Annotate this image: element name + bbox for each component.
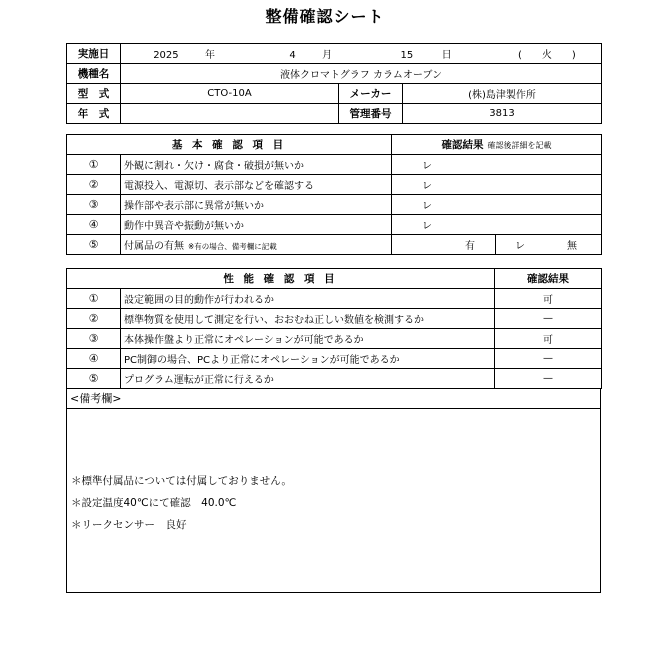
accessory-item: 付属品の有無 <box>124 241 184 252</box>
basic-row-item: 外観に割れ・欠け・腐食・破損が無いか <box>121 155 392 175</box>
basic-row-number: ④ <box>67 215 121 235</box>
basic-row-1 <box>67 155 602 175</box>
perf-row-1 <box>67 289 602 309</box>
basic-row-3 <box>67 195 602 215</box>
perf-row-number: ① <box>67 289 121 309</box>
perf-row-item: プログラム運転が正常に行えるか <box>121 369 495 389</box>
basic-row-number: ⑤ <box>67 235 121 255</box>
basic-row-result: レ <box>392 215 602 235</box>
page-title: 整備確認シート <box>265 7 385 26</box>
perf-row-result: 可 <box>495 329 602 349</box>
basic-header-row <box>67 135 602 155</box>
basic-row-4 <box>67 215 602 235</box>
month-unit: 月 <box>322 50 333 61</box>
basic-check-table <box>66 134 602 255</box>
basic-row-number: ① <box>67 155 121 175</box>
perf-row-result: 可 <box>495 289 602 309</box>
perf-header-items: 性 能 確 認 項 目 <box>67 269 495 289</box>
basic-row-number: ② <box>67 175 121 195</box>
basic-row-2 <box>67 175 602 195</box>
model-label: 型 式 <box>67 84 121 104</box>
date-row <box>67 44 602 64</box>
year-unit: 年 <box>205 50 216 61</box>
perf-row-item: 設定範囲の目的動作が行われるか <box>121 289 495 309</box>
perf-row-4 <box>67 349 602 369</box>
machine-type-value: 液体クロマトグラフ カラムオーブン <box>121 64 602 84</box>
perf-row-3 <box>67 329 602 349</box>
basic-row-number: ③ <box>67 195 121 215</box>
perf-row-item: 標準物質を使用して測定を行い、おおむね正しい数値を検測するか <box>121 309 495 329</box>
info-table <box>66 43 602 124</box>
perf-row-result: — <box>495 309 602 329</box>
basic-header-result-cell <box>392 135 602 155</box>
perf-header-row <box>67 269 602 289</box>
date-value <box>121 44 602 64</box>
perf-row-number: ② <box>67 309 121 329</box>
basic-row-result: レ <box>392 175 602 195</box>
perf-row-item: 本体操作盤より正常にオペレーションが可能であるか <box>121 329 495 349</box>
machine-type-row <box>67 64 602 84</box>
basic-header-result: 確認結果 <box>441 139 484 151</box>
accessory-none: 無 <box>567 241 577 252</box>
model-row <box>67 84 602 104</box>
accessory-mark: レ <box>515 241 525 252</box>
accessory-none-cell <box>496 235 602 255</box>
accessory-item-cell <box>121 235 392 255</box>
basic-header-items: 基 本 確 認 項 目 <box>67 135 392 155</box>
accessory-note: ※有の場合、備考欄に記載 <box>188 242 277 251</box>
remarks-box <box>66 388 601 593</box>
day-unit: 日 <box>441 50 452 61</box>
weekday-value: ( 火 ) <box>518 50 576 61</box>
basic-header-result-note: 確認後詳細を記載 <box>487 141 552 150</box>
mgmt-no-label: 管理番号 <box>339 104 403 124</box>
remarks-header: <備考欄> <box>67 389 600 409</box>
accessory-yes: 有 <box>392 235 496 255</box>
basic-row-result: レ <box>392 155 602 175</box>
date-label: 実施日 <box>67 44 121 64</box>
perf-header-result: 確認結果 <box>495 269 602 289</box>
model-value: CTO-10A <box>121 84 339 104</box>
month-value: 4 <box>289 50 296 61</box>
year-model-row <box>67 104 602 124</box>
maker-value: (株)島津製作所 <box>403 84 602 104</box>
perf-row-result: — <box>495 369 602 389</box>
perf-row-result: — <box>495 349 602 369</box>
perf-row-number: ④ <box>67 349 121 369</box>
performance-check-table <box>66 268 602 389</box>
basic-row-item: 電源投入、電源切、表示部などを確認する <box>121 175 392 195</box>
maker-label: メーカー <box>339 84 403 104</box>
perf-row-item: PC制御の場合、PCより正常にオペレーションが可能であるか <box>121 349 495 369</box>
mgmt-no-value: 3813 <box>403 104 602 124</box>
year-model-label: 年 式 <box>67 104 121 124</box>
perf-row-number: ⑤ <box>67 369 121 389</box>
day-value: 15 <box>400 50 414 61</box>
basic-row-result: レ <box>392 195 602 215</box>
year-value: 2025 <box>153 50 179 61</box>
machine-type-label: 機種名 <box>67 64 121 84</box>
remark-line-3: ＊リークセンサー 良好 <box>71 519 187 531</box>
remark-line-1: ＊標準付属品については付属しておりません。 <box>71 475 292 487</box>
remark-line-2: ＊設定温度40℃にて確認 40.0℃ <box>71 497 237 509</box>
basic-row-accessory <box>67 235 602 255</box>
basic-row-item: 操作部や表示部に異常が無いか <box>121 195 392 215</box>
basic-row-item: 動作中異音や振動が無いか <box>121 215 392 235</box>
perf-row-5 <box>67 369 602 389</box>
year-model-value <box>121 104 339 124</box>
perf-row-number: ③ <box>67 329 121 349</box>
perf-row-2 <box>67 309 602 329</box>
